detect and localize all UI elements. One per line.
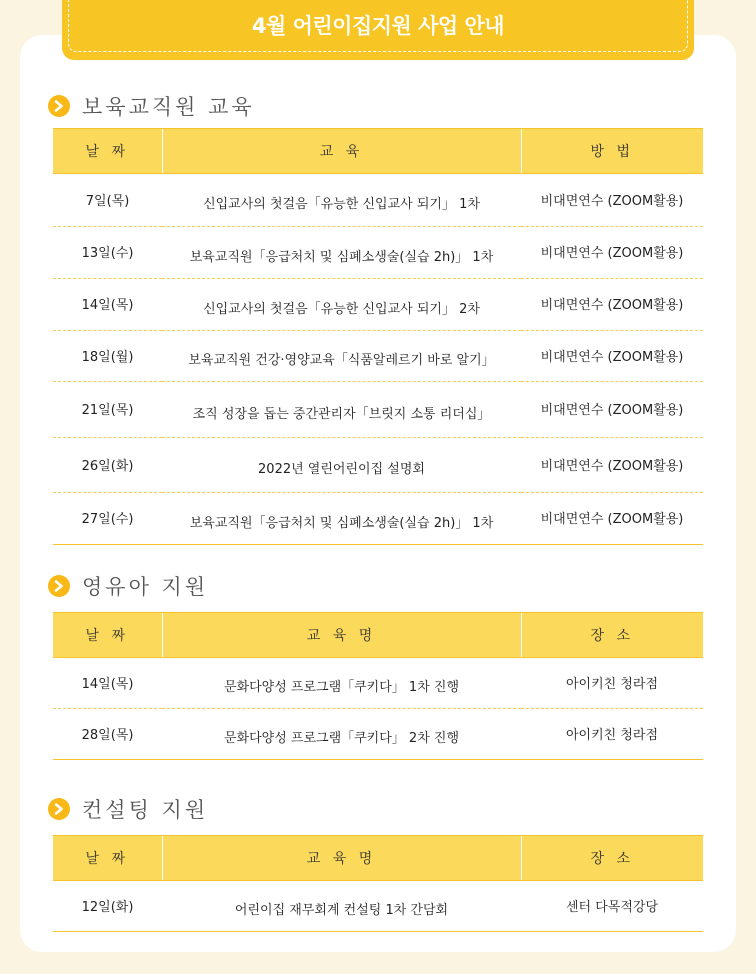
child-support-table <box>53 612 703 760</box>
table-header-row <box>53 836 703 881</box>
chevron-circle-icon <box>48 95 70 117</box>
table-row <box>53 438 703 493</box>
cell-method: 비대면연수 (ZOOM활용) <box>521 331 703 382</box>
cell-date: 27일(수) <box>53 493 162 545</box>
cell-date: 21일(목) <box>53 382 162 438</box>
chevron-circle-icon <box>48 798 70 820</box>
table-row <box>53 493 703 545</box>
cell-date: 28일(목) <box>53 709 162 760</box>
cell-education: 신입교사의 첫걸음「유능한 신입교사 되기」 1차 <box>162 174 521 227</box>
header-location: 장 소 <box>521 613 703 658</box>
cell-date: 7일(목) <box>53 174 162 227</box>
header-date: 날 짜 <box>53 129 162 174</box>
cell-date: 12일(화) <box>53 881 162 932</box>
table-row <box>53 881 703 932</box>
table-row <box>53 709 703 760</box>
cell-date: 14일(목) <box>53 279 162 331</box>
section-title-child-support <box>48 572 208 600</box>
cell-program-name: 어린이집 재무회계 컨설팅 1차 간담회 <box>162 881 521 932</box>
cell-education: 조직 성장을 돕는 중간관리자「브릿지 소통 리더십」 <box>162 382 521 438</box>
header-education: 교 육 <box>162 129 521 174</box>
section-title-text: 보육교직원 교육 <box>82 95 255 119</box>
table-row <box>53 658 703 709</box>
staff-education-table <box>53 128 703 545</box>
table-header-row <box>53 613 703 658</box>
cell-method: 비대면연수 (ZOOM활용) <box>521 174 703 227</box>
cell-method: 비대면연수 (ZOOM활용) <box>521 279 703 331</box>
header-location: 장 소 <box>521 836 703 881</box>
cell-location: 센터 다목적강당 <box>521 881 703 932</box>
header-date: 날 짜 <box>53 836 162 881</box>
table-row <box>53 227 703 279</box>
page-title: 4월 어린이집지원 사업 안내 <box>251 14 505 38</box>
cell-date: 18일(월) <box>53 331 162 382</box>
cell-method: 비대면연수 (ZOOM활용) <box>521 227 703 279</box>
table-row <box>53 174 703 227</box>
cell-education: 2022년 열린어린이집 설명회 <box>162 438 521 493</box>
page-banner <box>62 0 694 60</box>
chevron-circle-icon <box>48 575 70 597</box>
cell-program-name: 문화다양성 프로그램「쿠키다」 2차 진행 <box>162 709 521 760</box>
cell-method: 비대면연수 (ZOOM활용) <box>521 382 703 438</box>
consulting-support-table <box>53 835 703 932</box>
cell-date: 13일(수) <box>53 227 162 279</box>
cell-education: 보육교직원「응급처치 및 심폐소생술(실습 2h)」 1차 <box>162 493 521 545</box>
cell-program-name: 문화다양성 프로그램「쿠키다」 1차 진행 <box>162 658 521 709</box>
cell-education: 신입교사의 첫걸음「유능한 신입교사 되기」 2차 <box>162 279 521 331</box>
cell-education: 보육교직원「응급처치 및 심폐소생술(실습 2h)」 1차 <box>162 227 521 279</box>
section-title-text: 영유아 지원 <box>82 575 209 599</box>
header-date: 날 짜 <box>53 613 162 658</box>
cell-date: 26일(화) <box>53 438 162 493</box>
header-method: 방 법 <box>521 129 703 174</box>
header-program-name: 교 육 명 <box>162 836 521 881</box>
section-title-consulting-support <box>48 795 208 823</box>
table-header-row <box>53 129 703 174</box>
table-row <box>53 279 703 331</box>
banner-dashed-frame <box>68 0 688 52</box>
cell-location: 아이키친 청라점 <box>521 709 703 760</box>
cell-education: 보육교직원 건강·영양교육「식품알레르기 바로 알기」 <box>162 331 521 382</box>
section-title-text: 컨설팅 지원 <box>82 798 209 822</box>
cell-method: 비대면연수 (ZOOM활용) <box>521 493 703 545</box>
header-program-name: 교 육 명 <box>162 613 521 658</box>
section-title-staff-education <box>48 92 255 120</box>
cell-location: 아이키친 청라점 <box>521 658 703 709</box>
cell-date: 14일(목) <box>53 658 162 709</box>
table-row <box>53 382 703 438</box>
cell-method: 비대면연수 (ZOOM활용) <box>521 438 703 493</box>
table-row <box>53 331 703 382</box>
